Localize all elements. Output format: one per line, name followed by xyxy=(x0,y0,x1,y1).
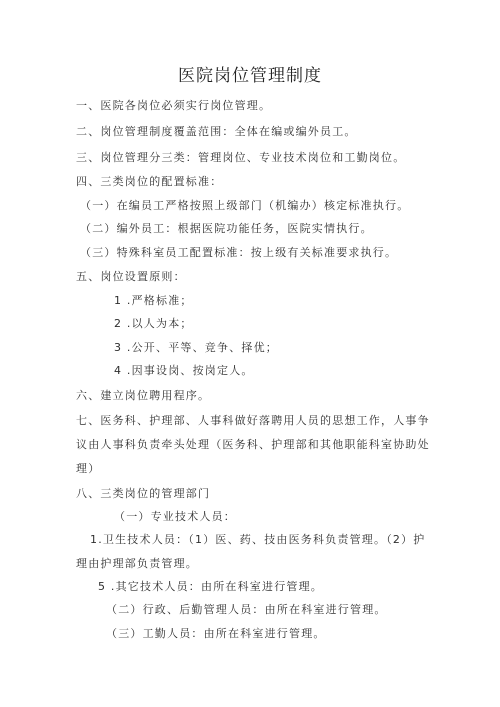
doc-line-22: （二）行政、后勤管理人员：由所在科室进行管理。 xyxy=(106,603,387,616)
doc-line-19: 1.卫生技术人员：（1）医、药、技由医务科负责管理。（2）护 xyxy=(90,533,426,546)
doc-line-21: 5 .其它技术人员：由所在科室进行管理。 xyxy=(98,580,323,593)
doc-line-17: 八、三类岗位的管理部门 xyxy=(76,487,211,500)
doc-line-13: 六、建立岗位聘用程序。 xyxy=(76,389,211,402)
page-title: 医院岗位管理制度 xyxy=(178,66,322,86)
doc-line-23: （三）工勤人员：由所在科室进行管理。 xyxy=(106,627,326,640)
doc-line-12: 4 .因事设岗、按岗定人。 xyxy=(114,364,254,377)
doc-line-15: 议由人事科负责牵头处理（医务科、护理部和其他职能科室协助处 xyxy=(76,438,430,451)
doc-line-4: 四、三类岗位的配置标准： xyxy=(76,175,223,188)
doc-line-11: 3 .公开、平等、竞争、择优； xyxy=(114,341,278,354)
doc-line-18: （一）专业技术人员： xyxy=(114,510,236,523)
doc-line-3: 三、岗位管理分三类：管理岗位、专业技术岗位和工勤岗位。 xyxy=(76,151,406,164)
doc-line-2: 二、岗位管理制度覆盖范围：全体在编或编外员工。 xyxy=(76,125,357,138)
doc-line-16: 理） xyxy=(76,462,101,475)
doc-line-9: 1 .严格标准； xyxy=(114,294,193,307)
doc-line-5: （一）在编员工严格按照上级部门（机编办）核定标准执行。 xyxy=(80,199,410,212)
doc-line-1: 一、医院各岗位必须实行岗位管理。 xyxy=(76,99,272,112)
doc-line-7: （三）特殊科室员工配置标准：按上级有关标准要求执行。 xyxy=(80,246,398,259)
doc-line-6: （二）编外员工：根据医院功能任务，医院实情执行。 xyxy=(80,222,373,235)
doc-line-14: 七、医务科、护理部、人事科做好落聘用人员的思想工作，人事争 xyxy=(76,414,430,427)
doc-line-8: 五、岗位设置原则： xyxy=(76,270,186,283)
doc-line-10: 2 .以人为本； xyxy=(114,317,193,330)
doc-line-20: 理由护理部负责管理。 xyxy=(76,557,198,570)
